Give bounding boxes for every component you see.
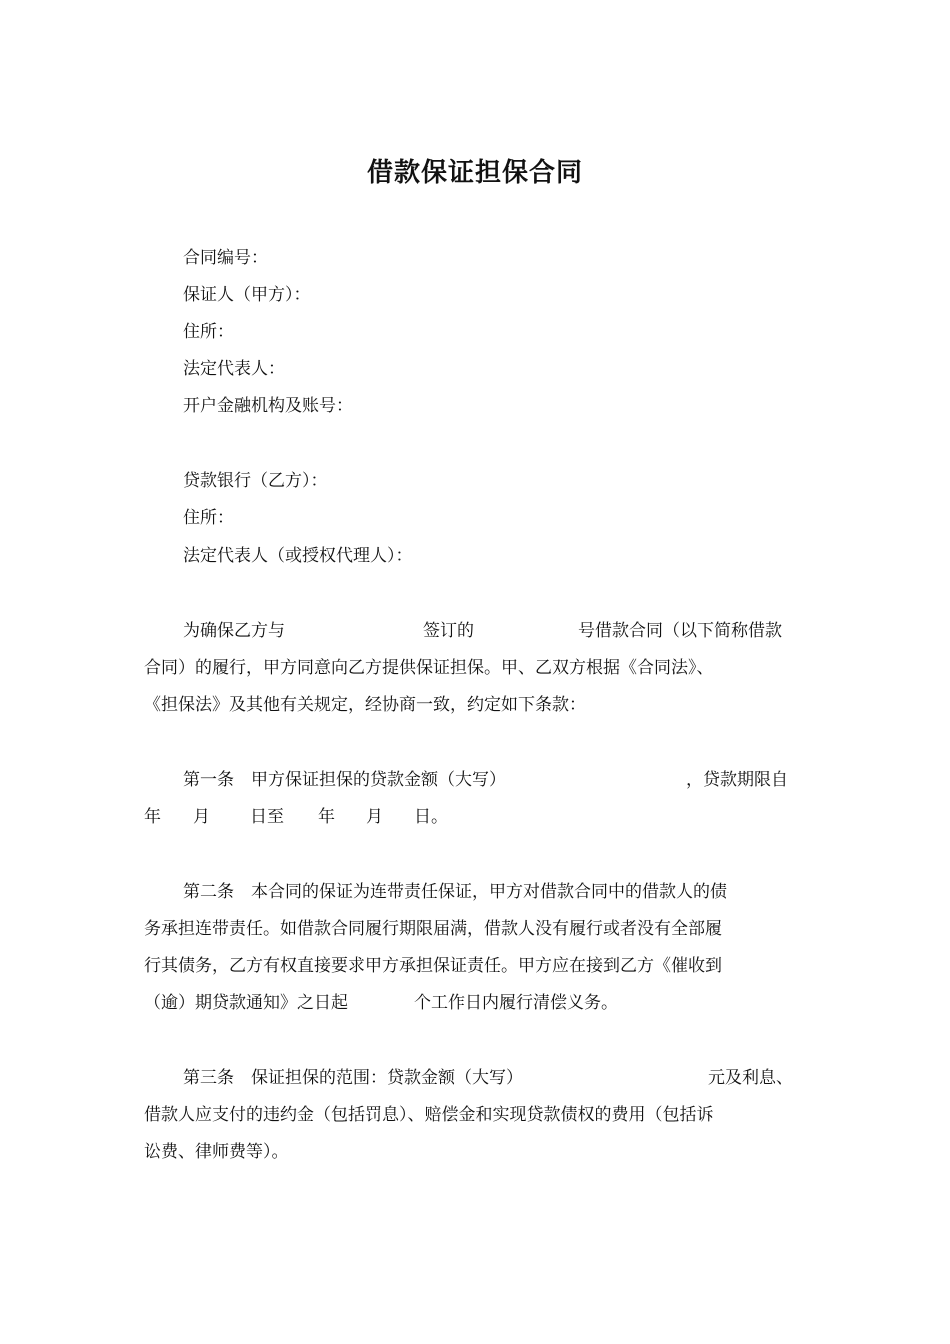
guarantor-legal-rep-label: 法定代表人： [183,359,285,379]
preamble-part3: 号借款合同（以下简称借款 [578,621,782,641]
document-title: 借款保证担保合同 [366,158,583,188]
guarantor-bank-account-label: 开户金融机构及账号： [183,396,353,416]
article1-part2: ，贷款期限自 [686,770,788,790]
article2-line4b: 个工作日内履行清偿义务。 [414,993,618,1013]
article1-day-end: 日。 [414,807,448,827]
preamble-line2: 合同）的履行，甲方同意向乙方提供保证担保。甲、乙双方根据《合同法》、 [144,658,714,678]
lender-label: 贷款银行（乙方）： [183,471,328,491]
lender-legal-rep-label: 法定代表人（或授权代理人）： [183,546,413,566]
article2-line1: 第二条 本合同的保证为连带责任保证，甲方对借款合同中的借款人的债 [183,882,727,902]
article3-line2: 借款人应支付的违约金（包括罚息）、赔偿金和实现贷款债权的费用（包括诉 [144,1105,714,1125]
preamble-line3: 《担保法》及其他有关规定，经协商一致，约定如下条款： [144,695,586,715]
article3-line3: 讼费、律师费等）。 [144,1142,289,1162]
article2-line3: 行其债务，乙方有权直接要求甲方承担保证责任。甲方应在接到乙方《催收到 [144,956,722,976]
article1-year-end: 年 [318,807,335,827]
article1-year-start: 年 [144,807,161,827]
article2-line2: 务承担连带责任。如借款合同履行期限届满，借款人没有履行或者没有全部履 [144,919,722,939]
article1-month-end: 月 [366,807,383,827]
preamble-part1: 为确保乙方与 [183,621,285,641]
contract-number-label: 合同编号： [183,248,268,268]
article1-part1: 第一条 甲方保证担保的贷款金额（大写） [183,770,506,790]
article1-day-start: 日至 [250,807,284,827]
article3-part1: 第三条 保证担保的范围：贷款金额（大写） [183,1068,523,1088]
guarantor-label: 保证人（甲方）： [183,285,311,305]
guarantor-address-label: 住所： [183,322,234,342]
lender-address-label: 住所： [183,508,234,528]
article1-month-start: 月 [193,807,210,827]
article2-line4a: （逾）期贷款通知》之日起 [144,993,348,1013]
article3-part2: 元及利息、 [708,1068,793,1088]
preamble-part2: 签订的 [423,621,474,641]
